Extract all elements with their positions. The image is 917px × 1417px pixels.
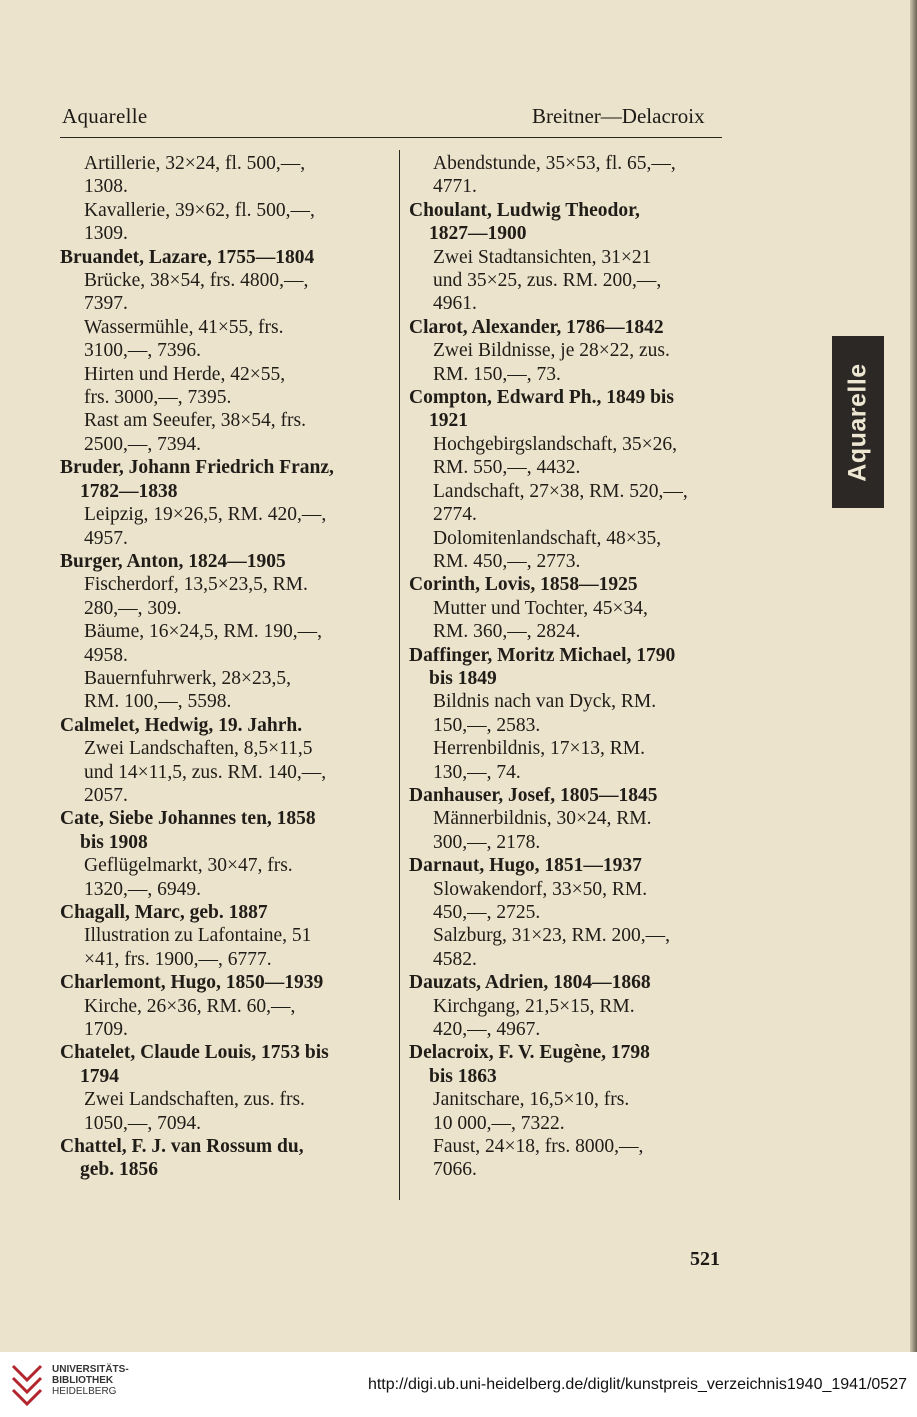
right-column (409, 152, 727, 1182)
university-library-logo-icon (10, 1360, 44, 1408)
entry-line: Salzburg, 31×23, RM. 200,—, (433, 925, 671, 947)
artwork-entry (60, 924, 386, 971)
entry-line: 300,—, 2178. (433, 831, 541, 853)
entry-line: Zwei Landschaften, 8,5×11,5 (84, 738, 313, 760)
artwork-entry (409, 737, 727, 784)
artwork-entry (60, 199, 386, 246)
entry-line: Hochgebirgslandschaft, 35×26, (433, 433, 678, 455)
artwork-entry (60, 620, 386, 667)
entry-line: Herrenbildnis, 17×13, RM. (433, 738, 645, 760)
artwork-entry (60, 667, 386, 714)
column-divider (399, 150, 400, 1200)
entry-line: RM. 360,—, 2824. (433, 621, 581, 643)
artist-heading (60, 807, 386, 854)
entry-line: RM. 150,—, 73. (433, 363, 561, 385)
entry-line: Zwei Landschaften, zus. frs. (84, 1089, 305, 1111)
entry-line: 1320,—, 6949. (84, 878, 201, 900)
artist-heading (60, 971, 386, 994)
entry-line: 150,—, 2583. (433, 714, 541, 736)
entry-line: Leipzig, 19×26,5, RM. 420,—, (84, 504, 327, 526)
entry-line: 450,—, 2725. (433, 902, 541, 923)
entry-line: Abendstunde, 35×53, fl. 65,—, (433, 153, 676, 174)
entry-line: 4582. (433, 948, 477, 970)
entry-line: Mutter und Tochter, 45×34, (433, 597, 648, 619)
entry-line: Cate, Siebe Johannes ten, 1858 (60, 808, 316, 830)
artwork-entry (409, 480, 727, 527)
entry-line: 130,—, 74. (433, 761, 521, 783)
entry-line: Zwei Bildnisse, je 28×22, zus. (433, 340, 670, 362)
entry-line: Dauzats, Adrien, 1804—1868 (409, 972, 651, 994)
page-number: 521 (690, 1248, 720, 1270)
artwork-entry (60, 152, 386, 199)
entry-line: 1782—1838 (80, 480, 178, 502)
artwork-entry (60, 995, 386, 1042)
entry-line: Clarot, Alexander, 1786—1842 (409, 316, 664, 338)
entry-line: bis 1849 (429, 667, 497, 689)
entry-line: Charlemont, Hugo, 1850—1939 (60, 972, 324, 994)
artwork-entry (409, 690, 727, 737)
entry-line: Dolomitenlandschaft, 48×35, (433, 527, 662, 549)
entry-line: 2774. (433, 504, 477, 526)
entry-line: 4957. (84, 527, 128, 549)
entry-line: Wassermühle, 41×55, frs. (84, 316, 284, 338)
artwork-entry (409, 433, 727, 480)
entry-line: Kavallerie, 39×62, fl. 500,—, (84, 199, 315, 221)
artwork-entry (60, 737, 386, 807)
artwork-entry (409, 878, 727, 925)
artwork-entry (409, 246, 727, 316)
entry-line: geb. 1856 (80, 1159, 158, 1181)
institution-name: UNIVERSITÄTS- BIBLIOTHEK HEIDELBERG (52, 1364, 129, 1397)
artist-heading (60, 1135, 386, 1182)
entry-line: Bauernfuhrwerk, 28×23,5, (84, 667, 292, 689)
entry-line: 10 000,—, 7322. (433, 1112, 565, 1134)
entry-line: Artillerie, 32×24, fl. 500,—, (84, 153, 306, 174)
entry-line: Landschaft, 27×38, RM. 520,—, (433, 480, 688, 502)
entry-line: Bruder, Johann Friedrich Franz, (60, 457, 334, 479)
entry-line: 2500,—, 7394. (84, 433, 201, 455)
entry-line: bis 1908 (80, 831, 148, 853)
entry-line: Calmelet, Hedwig, 19. Jahrh. (60, 714, 303, 736)
entry-line: Faust, 24×18, frs. 8000,—, (433, 1136, 644, 1158)
artist-heading (60, 550, 386, 573)
entry-line: 4961. (433, 293, 477, 315)
artwork-entry (60, 269, 386, 316)
artwork-entry (409, 995, 727, 1042)
entry-line: Kirche, 26×36, RM. 60,—, (84, 995, 296, 1017)
entry-line: 1794 (80, 1065, 119, 1087)
artwork-entry (60, 409, 386, 456)
artist-heading (409, 971, 727, 994)
artist-heading (60, 714, 386, 737)
entry-line: Chagall, Marc, geb. 1887 (60, 902, 268, 923)
entry-line: Darnaut, Hugo, 1851—1937 (409, 855, 642, 877)
entry-line: Hirten und Herde, 42×55, (84, 363, 286, 385)
entry-line: Janitschare, 16,5×10, frs. (433, 1089, 630, 1111)
entry-line: 1827—1900 (429, 223, 527, 245)
artist-heading (409, 573, 727, 596)
entry-line: RM. 550,—, 4432. (433, 457, 581, 479)
entry-line: RM. 100,—, 5598. (84, 691, 232, 713)
artwork-entry (60, 573, 386, 620)
entry-line: Chatelet, Claude Louis, 1753 bis (60, 1042, 329, 1064)
artwork-entry (409, 527, 727, 574)
entry-line: 1709. (84, 1019, 128, 1041)
artwork-entry (409, 597, 727, 644)
artwork-entry (409, 807, 727, 854)
entry-line: 1921 (429, 410, 468, 432)
entry-line: Compton, Edward Ph., 1849 bis (409, 387, 674, 409)
entry-line: 1050,—, 7094. (84, 1112, 201, 1134)
entry-line: Choulant, Ludwig Theodor, (409, 199, 640, 221)
artist-heading (60, 246, 386, 269)
artwork-entry (409, 924, 727, 971)
artist-heading (409, 316, 727, 339)
artwork-entry (409, 339, 727, 386)
artist-heading (409, 784, 727, 807)
entry-line: Bruandet, Lazare, 1755—1804 (60, 246, 315, 268)
entry-line: Bildnis nach van Dyck, RM. (433, 691, 657, 713)
entry-line: 2057. (84, 784, 128, 806)
artwork-entry (60, 363, 386, 410)
entry-line: RM. 450,—, 2773. (433, 550, 581, 572)
entry-line: Delacroix, F. V. Eugène, 1798 (409, 1042, 650, 1064)
entry-line: Burger, Anton, 1824—1905 (60, 550, 286, 572)
artist-heading (409, 199, 727, 246)
artwork-entry (409, 1088, 727, 1135)
running-head-right: Breitner—Delacroix (532, 104, 705, 128)
entry-line: 280,—, 309. (84, 597, 182, 619)
entry-line: frs. 3000,—, 7395. (84, 387, 232, 409)
artist-heading (409, 386, 727, 433)
entry-line: Fischerdorf, 13,5×23,5, RM. (84, 574, 308, 596)
source-url-link[interactable]: http://digi.ub.uni-heidelberg.de/diglit/kunstpreis_verzeichnis1940_1941/0527 (367, 1376, 907, 1393)
entry-line: 420,—, 4967. (433, 1019, 541, 1041)
entry-line: bis 1863 (429, 1065, 497, 1087)
entry-line: Männerbildnis, 30×24, RM. (433, 808, 652, 830)
artwork-entry (60, 1088, 386, 1135)
entry-line: ×41, frs. 1900,—, 6777. (84, 948, 272, 970)
entry-line: 4771. (433, 176, 477, 198)
artwork-entry (409, 1135, 727, 1182)
entry-line: Danhauser, Josef, 1805—1845 (409, 784, 658, 806)
entry-line: Bäume, 16×24,5, RM. 190,—, (84, 621, 322, 643)
entry-line: Slowakendorf, 33×50, RM. (433, 878, 648, 900)
entry-line: 4958. (84, 644, 128, 666)
entry-line: Kirchgang, 21,5×15, RM. (433, 995, 635, 1017)
left-column (60, 152, 386, 1182)
section-tab-label: Aquarelle (843, 362, 872, 482)
entry-line: und 35×25, zus. RM. 200,—, (433, 270, 662, 292)
entry-line: 1309. (84, 223, 128, 245)
artwork-entry (60, 503, 386, 550)
entry-line: und 14×11,5, zus. RM. 140,—, (84, 761, 327, 783)
artwork-entry (60, 854, 386, 901)
entry-line: 3100,—, 7396. (84, 340, 201, 362)
entry-line: Daffinger, Moritz Michael, 1790 (409, 644, 676, 666)
entry-line: 7066. (433, 1159, 477, 1181)
artist-heading (60, 1041, 386, 1088)
entry-line: Brücke, 38×54, frs. 4800,—, (84, 270, 309, 292)
artist-heading (60, 901, 386, 924)
entry-line: Illustration zu Lafontaine, 51 (84, 925, 312, 947)
entry-line: Rast am Seeufer, 38×54, frs. (84, 410, 306, 432)
entry-line: Geflügelmarkt, 30×47, frs. (84, 855, 293, 877)
artist-heading (409, 854, 727, 877)
entry-line: 1308. (84, 176, 128, 198)
running-head-left: Aquarelle (62, 104, 148, 128)
header-rule (60, 137, 722, 138)
artist-heading (60, 456, 386, 503)
artist-heading (409, 1041, 727, 1088)
entry-line: Zwei Stadtansichten, 31×21 (433, 246, 652, 268)
artwork-entry (60, 316, 386, 363)
artwork-entry (409, 152, 727, 199)
entry-line: 7397. (84, 293, 128, 315)
entry-line: Corinth, Lovis, 1858—1925 (409, 574, 638, 596)
artist-heading (409, 644, 727, 691)
entry-line: Chattel, F. J. van Rossum du, (60, 1136, 304, 1158)
